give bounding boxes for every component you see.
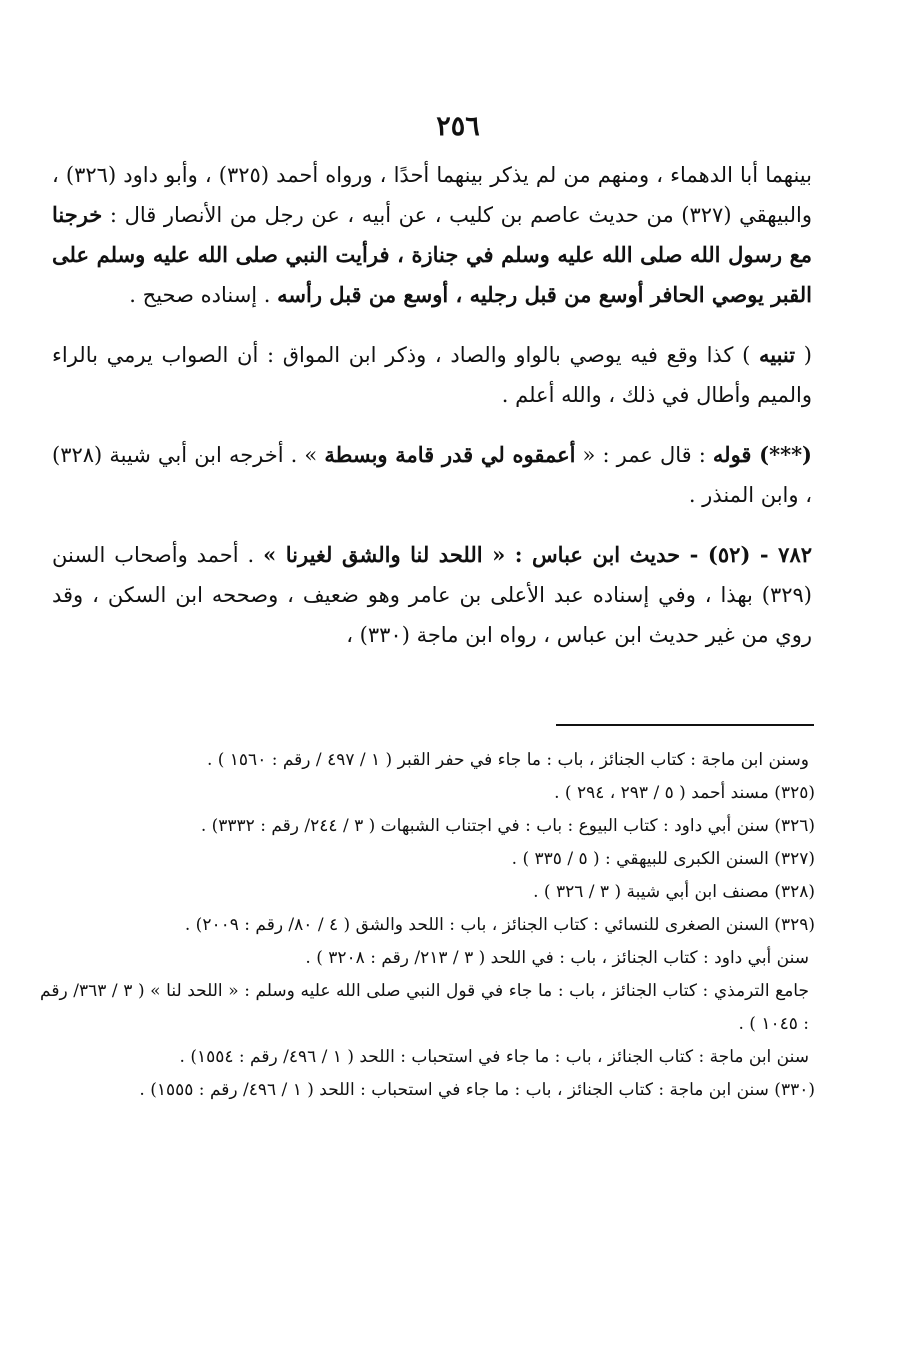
footnote: (٣٢٦) سنن أبي داود : كتاب البيوع : باب : في اجتناب الشبهات ( ٣ / ٢٤٤/ رقم : ٣٣٣٢) . xyxy=(200,816,815,836)
note-heading: تنبيه xyxy=(758,342,796,367)
text-run: : قال عمر : « xyxy=(575,443,713,467)
footnote: (٣٢٥) مسند أحمد ( ٥ / ٢٩٣ ، ٢٩٤ ) . xyxy=(554,783,815,803)
footnote: (٣٢٨) مصنف ابن أبي شيبة ( ٣ / ٣٢٦ ) . xyxy=(533,882,815,902)
main-text xyxy=(52,155,812,655)
footnote: (٣٣٠) سنن ابن ماجة : كتاب الجنائز ، باب : ما جاء في استحباب : اللحد ( ١ / ٤٩٦/ رقم : ١٥٥٥) . xyxy=(139,1080,815,1100)
hadith-heading: ٧٨٢ - (٥٢) - حديث ابن عباس : « اللحد لنا والشق لغيرنا » xyxy=(263,542,813,567)
footnote: سنن ابن ماجة : كتاب الجنائز ، باب : ما جاء في استحباب : اللحد ( ١ / ٤٩٦/ رقم : ١٥٥٤) . xyxy=(179,1047,809,1067)
footnotes xyxy=(40,744,815,1107)
text-run: ) كذا وقع فيه يوصي بالواو والصاد ، وذكر ابن المواق : أن الصواب يرمي بالراء والميم وأطال في ذلك ، والله أعلم . xyxy=(52,343,812,407)
footnote: جامع الترمذي : كتاب الجنائز ، باب : ما جاء في قول النبي صلى الله عليه وسلم : « اللحد لنا » ( ٣ / ٣٦٣/ رقم : ١٠٤٥ ) . xyxy=(40,981,809,1034)
paragraph-gap xyxy=(52,515,812,535)
footnote: (٣٢٧) السنن الكبرى للبيهقي : ( ٥ / ٣٣٥ ) . xyxy=(511,849,815,869)
entry-heading: (***) قوله xyxy=(712,442,812,467)
quote-text: أعمقوه لي قدر قامة وبسطة xyxy=(324,442,576,467)
paragraph-gap xyxy=(52,415,812,435)
paragraph xyxy=(52,535,812,655)
text-run: . إسناده صحيح . xyxy=(129,283,278,307)
footnote: (٣٢٩) السنن الصغرى للنسائي : كتاب الجنائز ، باب : اللحد والشق ( ٤ / ٨٠/ رقم : ٢٠٠٩) . xyxy=(184,915,815,935)
text-run: بينهما أبا الدهماء ، ومنهم من لم يذكر بينهما أحدًا ، ورواه أحمد (٣٢٥) ، وأبو داود (٣٢٦) ، والبيهقي (٣٢٧) من حديث عاصم بن كليب ، عن أبيه ، عن رجل من الأنصار قال : xyxy=(52,163,812,227)
text-run: ( xyxy=(795,343,812,367)
text-run: » . أخرجه ابن أبي شيبة (٣٢٨) ، وابن المنذر . xyxy=(52,443,812,507)
footnote: وسنن ابن ماجة : كتاب الجنائز ، باب : ما جاء في حفر القبر ( ١ / ٤٩٧ / رقم : ١٥٦٠ ) . xyxy=(206,750,809,770)
paragraph-gap xyxy=(52,315,812,335)
footnote-separator xyxy=(556,724,814,726)
paragraph xyxy=(52,155,812,315)
paragraph xyxy=(52,435,812,515)
page-number: ٢٥٦ xyxy=(436,111,480,142)
footnote: سنن أبي داود : كتاب الجنائز ، باب : في اللحد ( ٣ / ٢١٣/ رقم : ٣٢٠٨ ) . xyxy=(305,948,809,968)
hadith-quote: خرجنا مع رسول الله صلى الله عليه وسلم في جنازة ، فرأيت النبي صلى الله عليه وسلم على القبر يوصي الحافر أوسع من قبل رجليه ، أوسع من قبل رأسه xyxy=(52,202,812,307)
text-run: . أحمد وأصحاب السنن (٣٢٩) بهذا ، وفي إسناده عبد الأعلى بن عامر وهو ضعيف ، وصححه ابن السكن ، وقد روي من غير حديث ابن عباس ، رواه ابن ماجة (٣٣٠) ، xyxy=(52,543,812,647)
paragraph-note xyxy=(52,335,812,415)
